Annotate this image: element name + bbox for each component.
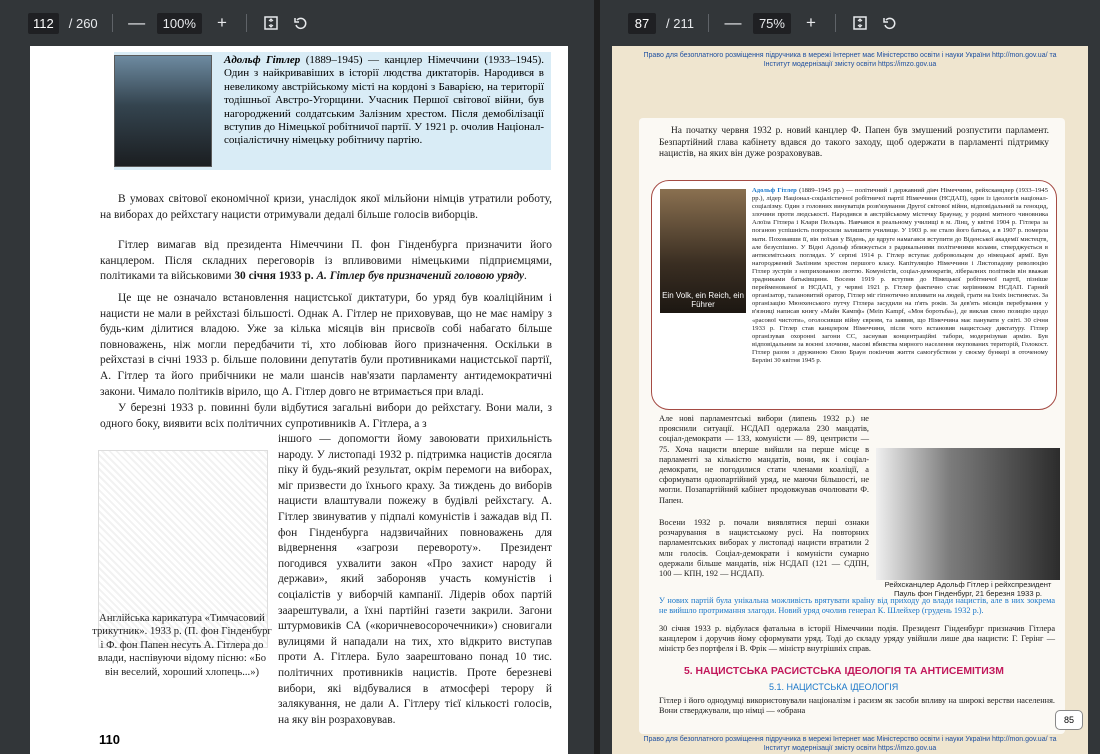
- portrait-photo: [114, 55, 212, 167]
- minus-icon: —: [128, 13, 146, 32]
- paragraph: Гітлер і його однодумці використовували націоналізм і расизм як засоби впливу на широкі верстви населення. Вони стверджували, що німці — «обрана: [659, 696, 1055, 716]
- text-run: .: [524, 270, 527, 283]
- bio-body: (1889–1945) — канцлер Німеччини (1933–1945). Один з найкривавіших в історії людства диктаторів. Народився в невеликому австрійському місті на кордоні з Баварією, на території тодішньої Австро-Угорщини. Учасник Першої світової війни, був нагороджений солдатським Залізним хрестом. Після демобілізації вступив до Німецької робітничої партії. У 1921 р. очолив Націонал-соціалістичну німецьку робітничу партію.: [224, 54, 544, 147]
- page-total: / 260: [68, 15, 98, 31]
- zoom-in-button[interactable]: [801, 13, 821, 33]
- rotate-icon: [293, 15, 309, 31]
- paragraph: Але нові парламентські вибори (липень 1932 р.) не прояснили ситуації. НСДАП одержала 230 мандатів, соціал-демократи — 133, комуністи — 89, центристи — 75. Хоча нацисти вперше вийшли на перше місце в парламенті за кількістю мандатів, вони, як і соціал-демократи, не погодилися стати членами коаліції, а сформувати однопартійний уряд, не маючи більшості, не могли. Позапартійний кабінет продовжував очолювати Ф. Папен.: [659, 414, 869, 505]
- plus-icon: +: [806, 13, 816, 32]
- key-fact: А. Гітлер був призначений головою уряду: [313, 270, 525, 283]
- paragraph: На початку червня 1932 р. новий канцлер Ф. Папен був змушений розпустити парламент. Безпартійний глава кабінету вдався до такого заходу, щоб одержати в парламенті підтримку нацистів, на яких він дуже розраховував.: [659, 126, 1049, 160]
- minus-icon: —: [724, 13, 742, 32]
- ministry-notice: Право для безоплатного розміщення підручника в мережі Інтернет має Міністерство освіти і науки України http://mon.gov.ua/ та Інститут модернізації змісту освіти https://imzo.gov.ua: [643, 736, 1057, 752]
- bio-box: [651, 180, 1057, 410]
- photo-caption: Рейхсканцлер Адольф Гітлер і рейхспрезидент Пауль фон Гінденбург, 21 березня 1933 р.: [884, 580, 1052, 599]
- fit-page-icon: [852, 15, 868, 31]
- paragraph: В умовах світової економічної кризи, унаслідок якої мільйони німців утратили роботу, на виборах до рейхстагу нацисти отримували дедалі більше голосів виборців.: [100, 193, 552, 221]
- fit-page-button[interactable]: [261, 13, 281, 33]
- fit-page-button[interactable]: [850, 13, 870, 33]
- zoom-out-button[interactable]: [127, 13, 147, 33]
- page-number-input[interactable]: 87: [628, 13, 656, 34]
- pdf-page: [612, 46, 1088, 754]
- toolbar-separator: [246, 14, 247, 32]
- text-run: Гітлер вимагав від президента Німеччини П. фон Гінденбурга призначити його канцлером. Після складних переговорів із впливовими німецькими підприємцями, політиками та військовими: [100, 239, 552, 283]
- page-number: 110: [99, 732, 120, 747]
- page-total: / 211: [666, 15, 694, 31]
- toolbar-separator: [708, 14, 709, 32]
- portrait-photo: [660, 189, 746, 313]
- date-highlight: 30 січня 1933 р.: [234, 270, 314, 283]
- ministry-notice: Право для безоплатного розміщення підручника в мережі Інтернет має Міністерство освіти і науки України http://mon.gov.ua/ та Інститут модернізації змісту освіти https://imzo.gov.ua: [643, 52, 1057, 68]
- viewer-toolbar: [600, 0, 1100, 46]
- paragraph: Восени 1932 р. почали виявлятися перші ознаки розчарування в нацистському русі. На повторних парламентських виборах у листопаді нацисти втратили 2 млн голосів. Соціал-демократи і комуністи сумарно одержали більше мандатів, ніж НСДАП (121 — СДПН, 100 — КПН, 192 — НСДАП).: [659, 518, 869, 579]
- bio-text: [752, 187, 1048, 365]
- rotate-button[interactable]: [291, 13, 311, 33]
- photo-slogan: Ein Volk, ein Reich, ein Führer: [662, 291, 744, 309]
- zoom-in-button[interactable]: [212, 13, 232, 33]
- viewer-toolbar: [0, 0, 594, 46]
- fit-page-icon: [263, 15, 279, 31]
- page-number-badge: 85: [1055, 710, 1083, 730]
- cartoon-caption: Англійська карикатура «Тимчасовий трикутник». 1933 р. (П. фон Гінденбург і Ф. фон Папен несуть А. Гітлера до влади, наспівуючи відому пісню: «Бо він веселий, хороший хлопець...»): [92, 613, 272, 678]
- toolbar-separator: [112, 14, 113, 32]
- subsection-heading: 5.1. НАЦИСТСЬКА ІДЕОЛОГІЯ: [769, 682, 899, 692]
- paragraph: [100, 238, 552, 285]
- bio-name: Адольф Гітлер: [224, 54, 301, 66]
- bio-name: Адольф Гітлер: [752, 187, 797, 194]
- content-sheet: [639, 118, 1074, 734]
- historical-photo: [876, 448, 1060, 580]
- zoom-out-button[interactable]: [723, 13, 743, 33]
- paragraph: 30 січня 1933 р. відбулася фатальна в історії Німеччини подія. Президент Гінденбург призначив Гітлера канцлером і доручив йому сформувати уряд. Тоді до складу уряду увійшли лише два нацисти: Г. Герінг — міністр без портфеля і В. Фрік — міністр внутрішніх справ.: [659, 624, 1055, 654]
- paragraph: У березні 1933 р. повинні були відбутися загальні вибори до рейхстагу. Вони мали, з одного боку, виявити всіх політичних супротивників А. Гітлера, а з: [100, 402, 552, 430]
- bio-box: [114, 52, 551, 170]
- pdf-page: [30, 46, 568, 754]
- bio-body: (1889–1945 рр.) — політичний і державний діяч Німеччини, рейхсканцлер (1933–1945 рр.), лідер Націонал-соціалістичної робітничої партії Німеччини (НСДАП), один із ідеологів націонал-соціалізму. Один з головних винуватців розв'язування Другої світової війни, відповідальний за геноцид, злочини проти людськості. Народився в австрійському містечку Браунау, у родині митного чиновника Алоїза Гітлера і Клари Пельцль. Навчався в реальному училищі в м. Лінц, у квітні 1904 р. Гітлера за поганою успішність попросили залишити училище. У 1903 р. не стало його батька, а в 1907 р. померла мати. Поховавши її, він поїхав у Відень, де вдруге намагався вступити до Віденської академії мистецтв, але безуспішно. У Відні Адольф зближується з радикальними політичними колами, стверджується в антисемітських поглядах. У серпні 1914 р. Гітлер вступає добровольцем до німецької армії. Був нагороджений Залізним хрестом першого класу. Капітуляцію Німеччини і Листопадову революцію Гітлер зустрів з неприхованою люттю. Комуністів, соціал-демократів, лібералних політиків він вважав зрадниками батьківщини. Восени 1919 р. вступив до Німецької робітничої партії, пізніше перейменованої в НСДАП, у червні 1921 р. Гітлер фактично стає керівником НСДАП. Гарний організатор, талановитий оратор, Гітлер міг гіпнотично впливати на людей, грати на їхніх інстинктах. За організацію Мюнхенського путчу Гітлера засудили на п'ять років. За дев'ять місяців перебування у в'язниці написав книгу «Майн Кампф» (Mein Kampf, «Моя боротьба»), де виклав свою позицію щодо «расової чистоти», оголосивши війну євреям, та заявив, що Німеччина має панувати у світі. 30 січня 1933 р. Гітлер став канцлером Німеччини, після чого встановив нацистську диктатуру. Гітлер організував охоронні загони СС, заснував концентраційні табори, модернізував армію. Був відповідальним за воєнні злочини, масові вбивства мирного населення окупованих територій, Голокост. Гітлер разом з дружиною Євою Браун покінчив життя самогубством у своєму бункері в оточеному Берліні 30 квітня 1945 р.: [752, 187, 1048, 364]
- bio-text: [224, 54, 544, 148]
- pdf-viewer-right: [600, 0, 1100, 754]
- plus-icon: +: [216, 13, 227, 32]
- rotate-icon: [882, 15, 898, 31]
- paragraph: У нових партій була унікальна можливість врятувати країну від приходу до влади нацистів, але в них зокрема не вийшло протримання злагоди. Новий уряд очолив генерал К. Шлейхер (грудень 1932 р.).: [659, 596, 1055, 616]
- rotate-button[interactable]: [880, 13, 900, 33]
- zoom-level-input[interactable]: 100%: [157, 13, 202, 34]
- zoom-level-input[interactable]: 75%: [753, 13, 791, 34]
- section-heading: 5. НАЦИСТСЬКА РАСИСТСЬКА ІДЕОЛОГІЯ ТА АНТИСЕМІТИЗМ: [684, 666, 1004, 677]
- paragraph: іншого — допомогти йому завоювати прихильність народу. У листопаді 1932 р. підтримка нацистів досягла піку й будь-який результат, окрім перемоги на виборах, міг призвести до їхнього краху. За тиждень до виборів нацисти влаштували пожежу в будівлі рейхстагу. А. Гітлер звинуватив у підпалі комуністів і зажадав від П. фон Гінденбурга надзвичайних повноважень для відвернення «загрози перевороту». Президент погодився ухвалити закон «Про захист народу й держави», який забороняв участь комуністів і соціалістів у виборчій кампанії. Лідерів обох партій заарештували, а їхні партійні газети закрили. Загони штурмовиків СА («коричневосорочечники») сновигали вулицями й нападали на тих, хто відкрито виступав проти А. Гітлера. Було заарештовано понад 10 тис. політичних противників нацистів. Проте березневі вибори, які відбувалися в атмосфері терору й залякування, не дали А. Гітлеру тієї кількості голосів, на яку він розраховував.: [278, 433, 552, 726]
- toolbar-separator: [835, 14, 836, 32]
- paragraph: Це ще не означало встановлення нацистської диктатури, бо уряд був коаліційним і нацисти не мали в рейхстазі більшості. Однак А. Гітлер не приховував, що не має наміру з будь-ким ділитися владою. Уже за кілька місяців він присвоїв собі набагато більше повноважень, ніж могли передбачити ті, хто лобіював його призначення. Оскільки в рейхстазі в січні 1933 р. більше половини депутатів були противниками нацистської партії, А. Гітлер та його прибічники не мали шансів нав'язати парламенту антидемократичні закони. Чимало політиків вірило, що А. Гітлер довго не втримається при владі.: [100, 292, 552, 398]
- page-number-input[interactable]: 112: [28, 13, 59, 34]
